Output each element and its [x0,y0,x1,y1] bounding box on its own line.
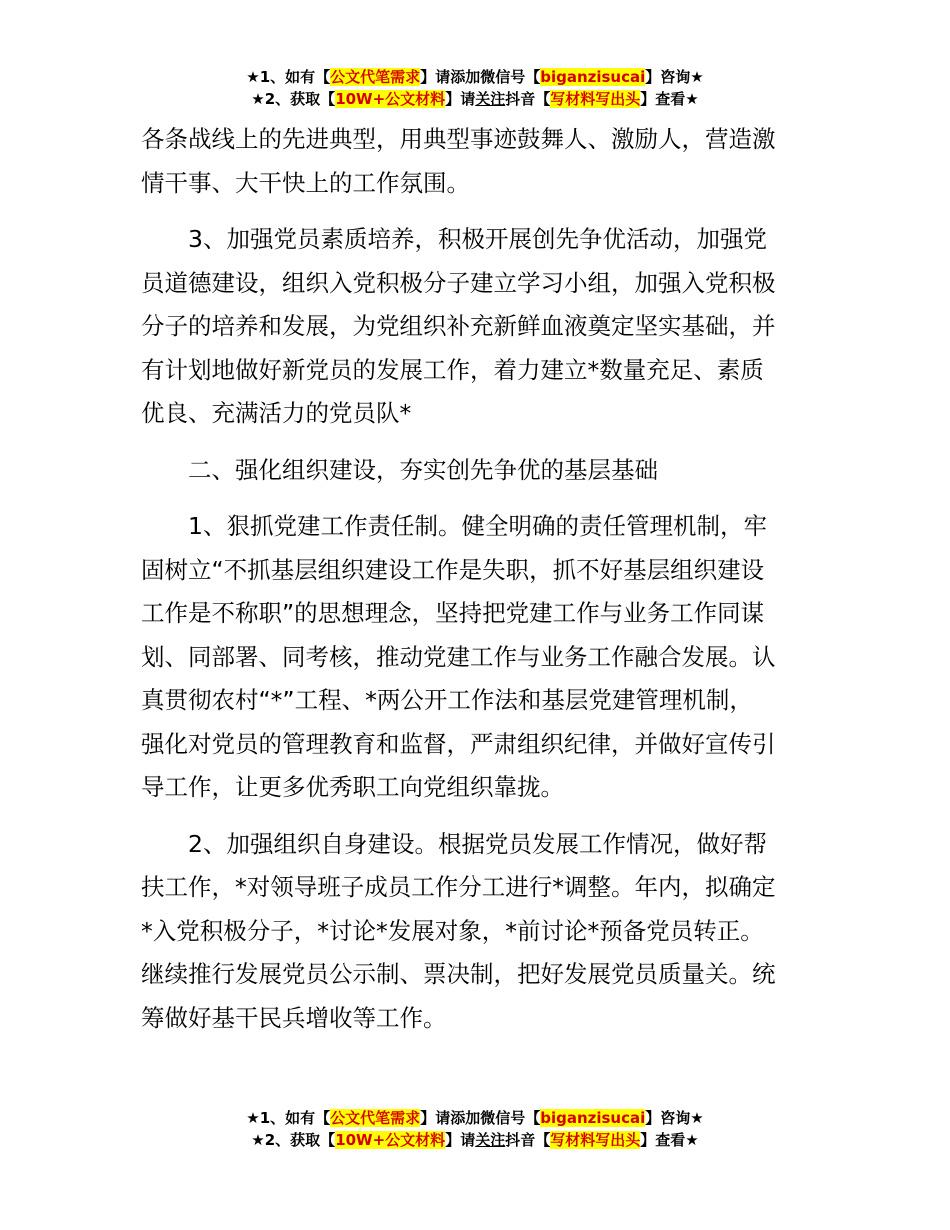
banner-line-1 [0,66,950,88]
text-line: 分子的培养和发展，为党组织补充新鲜血液奠定坚实基础，并 [141,312,776,340]
header-banner [0,66,950,110]
banner-text: 】请添加微信号【 [420,68,541,86]
banner-underlined-text: 关注 [475,1131,506,1149]
banner-highlight: 10W+公文材料 [335,1131,446,1149]
banner-text: 】查看★ [640,90,699,108]
text-line: 优良、充满活力的党员队* [141,399,412,427]
banner-underlined-text: 关注 [475,90,506,108]
text-line: 扶工作，*对领导班子成员工作分工进行*调整。年内，拟确定 [141,873,776,901]
text-line: 有计划地做好新党员的发展工作，着力建立*数量充足、素质 [141,355,764,384]
text-line: 固树立“不抓基层组织建设工作是失职，抓不好基层组织建设 [141,555,765,584]
banner-text: 】查看★ [640,1131,699,1149]
text-line: 导工作，让更多优秀职工向党组织靠拢。 [141,773,564,801]
text-line: 工作是不称职”的思想理念，坚持把党建工作与业务工作同谋 [141,599,765,627]
text-line: 情干事、大干快上的工作氛围。 [141,168,470,197]
paragraph [141,118,813,205]
banner-text: ★2、获取【 [251,1131,336,1149]
text-line: 真贯彻农村“*”工程、*两公开工作法和基层党建管理机制， [141,686,753,714]
banner-highlight: 写材料写出头 [550,90,641,108]
document-body [141,118,813,1040]
text-line: 3、加强党员素质培养，积极开展创先争优活动，加强党 [188,225,767,253]
banner-text: 】请添加微信号【 [420,1109,541,1127]
text-line: 员道德建设，组织入党积极分子建立学习小组，加强入党积极 [141,268,776,297]
banner-highlight: 公文代笔需求 [330,1109,421,1127]
banner-text: 】咨询★ [645,1109,704,1127]
footer-banner [0,1107,950,1151]
banner-text: ★1、如有【 [246,1109,331,1127]
banner-text: 】咨询★ [645,68,704,86]
text-line: 各条战线上的先进典型，用典型事迹鼓舞人、激励人，营造激 [141,125,776,153]
banner-text: 】请 [445,90,476,108]
paragraph [141,218,813,436]
banner-highlight-wechat-id: biganzisucai [540,1109,646,1127]
text-line: 划、同部署、同考核，推动党建工作与业务工作融合发展。认 [141,642,776,671]
banner-highlight: 公文代笔需求 [330,68,421,86]
banner-text: 抖音【 [505,90,551,108]
banner-text: 抖音【 [505,1131,551,1149]
banner-line-2 [0,1129,950,1151]
paragraph [141,823,813,1041]
section-heading [141,449,813,493]
text-line: 二、强化组织建设，夯实创先争优的基层基础 [188,455,658,484]
paragraph [141,505,813,810]
banner-highlight: 写材料写出头 [550,1131,641,1149]
banner-text: ★2、获取【 [251,90,336,108]
banner-highlight: 10W+公文材料 [335,90,446,108]
text-line: 1、狠抓党建工作责任制。健全明确的责任管理机制，牢 [188,512,767,540]
banner-text: 】请 [445,1131,476,1149]
text-line: 筹做好基干民兵增收等工作。 [141,1003,447,1032]
banner-line-1 [0,1107,950,1129]
text-line: *入党积极分子，*讨论*发展对象，*前讨论*预备党员转正。 [141,916,764,945]
text-line: 2、加强组织自身建设。根据党员发展工作情况，做好帮 [188,829,767,858]
text-line: 强化对党员的管理教育和监督，严肃组织纪律，并做好宣传引 [141,729,776,758]
text-line: 继续推行发展党员公示制、票决制，把好发展党员质量关。统 [141,960,776,988]
banner-text: ★1、如有【 [246,68,331,86]
banner-line-2 [0,88,950,110]
banner-highlight-wechat-id: biganzisucai [540,68,646,86]
